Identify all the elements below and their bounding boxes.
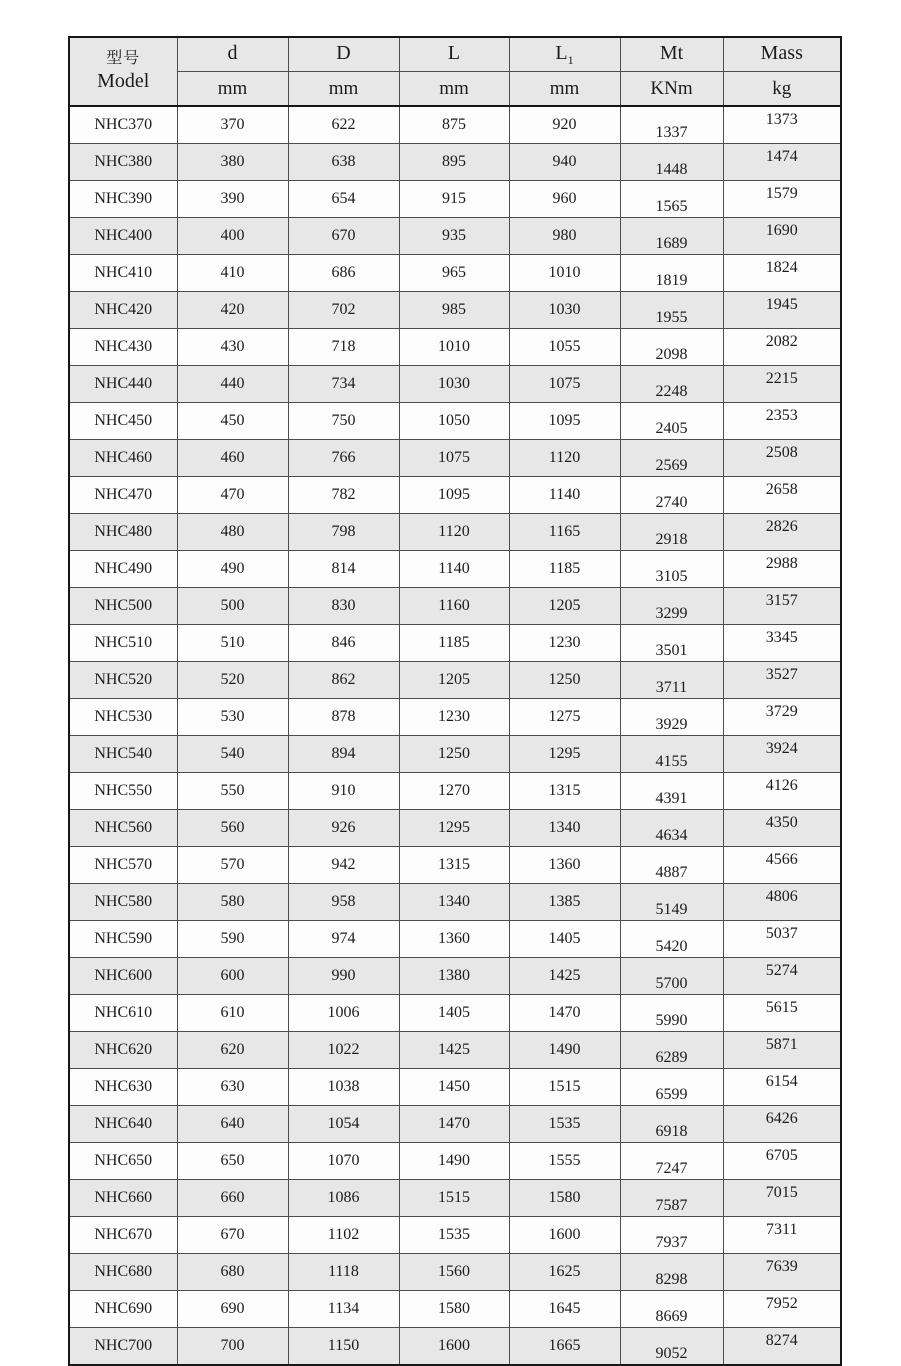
cell-D: 830 (288, 588, 399, 625)
cell-model: NHC440 (69, 366, 177, 403)
cell-model: NHC370 (69, 106, 177, 144)
column-header-model (69, 37, 177, 106)
model-header-chinese: 型号 (106, 50, 141, 67)
cell-L: 915 (399, 181, 509, 218)
cell-Mass: 5615 (723, 995, 841, 1032)
cell-model: NHC530 (69, 699, 177, 736)
cell-d: 590 (177, 921, 288, 958)
cell-D: 958 (288, 884, 399, 921)
cell-d: 450 (177, 403, 288, 440)
cell-L: 1340 (399, 884, 509, 921)
cell-D: 862 (288, 662, 399, 699)
cell-d: 600 (177, 958, 288, 995)
cell-Mt: 3501 (620, 625, 723, 662)
cell-Mass: 1945 (723, 292, 841, 329)
cell-Mt: 4391 (620, 773, 723, 810)
cell-L1: 1140 (509, 477, 620, 514)
cell-d: 410 (177, 255, 288, 292)
cell-Mt: 2918 (620, 514, 723, 551)
cell-model: NHC640 (69, 1106, 177, 1143)
cell-L1: 1625 (509, 1254, 620, 1291)
cell-L1: 1515 (509, 1069, 620, 1106)
cell-model: NHC560 (69, 810, 177, 847)
cell-Mass: 3729 (723, 699, 841, 736)
table-row (69, 1143, 841, 1180)
cell-Mass: 2082 (723, 329, 841, 366)
cell-Mass: 6154 (723, 1069, 841, 1106)
cell-D: 1086 (288, 1180, 399, 1217)
cell-D: 1118 (288, 1254, 399, 1291)
cell-model: NHC430 (69, 329, 177, 366)
cell-model: NHC420 (69, 292, 177, 329)
cell-Mt: 9052 (620, 1328, 723, 1366)
cell-L1: 1490 (509, 1032, 620, 1069)
cell-Mt: 4887 (620, 847, 723, 884)
cell-model: NHC550 (69, 773, 177, 810)
cell-L: 1515 (399, 1180, 509, 1217)
cell-Mass: 7639 (723, 1254, 841, 1291)
cell-Mt: 7587 (620, 1180, 723, 1217)
table-row (69, 551, 841, 588)
cell-D: 990 (288, 958, 399, 995)
cell-D: 910 (288, 773, 399, 810)
cell-Mt: 1689 (620, 218, 723, 255)
cell-d: 630 (177, 1069, 288, 1106)
cell-Mass: 5037 (723, 921, 841, 958)
cell-L1: 1095 (509, 403, 620, 440)
cell-Mt: 8298 (620, 1254, 723, 1291)
cell-L: 1560 (399, 1254, 509, 1291)
cell-model: NHC460 (69, 440, 177, 477)
column-header-Mass: Mass (723, 37, 841, 72)
cell-L: 1270 (399, 773, 509, 810)
cell-Mass: 4350 (723, 810, 841, 847)
cell-d: 690 (177, 1291, 288, 1328)
cell-d: 400 (177, 218, 288, 255)
cell-L: 1425 (399, 1032, 509, 1069)
cell-L: 875 (399, 106, 509, 144)
cell-d: 680 (177, 1254, 288, 1291)
cell-L: 1230 (399, 699, 509, 736)
cell-L1: 1185 (509, 551, 620, 588)
cell-Mass: 2353 (723, 403, 841, 440)
cell-Mass: 7311 (723, 1217, 841, 1254)
cell-d: 370 (177, 106, 288, 144)
table-row (69, 1032, 841, 1069)
cell-D: 926 (288, 810, 399, 847)
cell-D: 1070 (288, 1143, 399, 1180)
cell-D: 974 (288, 921, 399, 958)
table-row (69, 699, 841, 736)
table-row (69, 958, 841, 995)
cell-L1: 1165 (509, 514, 620, 551)
cell-model: NHC620 (69, 1032, 177, 1069)
cell-Mass: 8274 (723, 1328, 841, 1366)
cell-d: 670 (177, 1217, 288, 1254)
table-row (69, 1069, 841, 1106)
cell-Mt: 2248 (620, 366, 723, 403)
cell-D: 686 (288, 255, 399, 292)
cell-D: 878 (288, 699, 399, 736)
cell-d: 620 (177, 1032, 288, 1069)
cell-L1: 1010 (509, 255, 620, 292)
cell-Mt: 8669 (620, 1291, 723, 1328)
cell-L1: 920 (509, 106, 620, 144)
cell-L1: 1360 (509, 847, 620, 884)
table-row (69, 292, 841, 329)
cell-D: 1054 (288, 1106, 399, 1143)
cell-Mass: 4566 (723, 847, 841, 884)
cell-D: 1006 (288, 995, 399, 1032)
cell-L: 1160 (399, 588, 509, 625)
cell-D: 1150 (288, 1328, 399, 1366)
cell-Mt: 2569 (620, 440, 723, 477)
cell-L1: 1120 (509, 440, 620, 477)
cell-d: 530 (177, 699, 288, 736)
cell-Mass: 6705 (723, 1143, 841, 1180)
cell-Mt: 5700 (620, 958, 723, 995)
cell-model: NHC410 (69, 255, 177, 292)
cell-L1: 960 (509, 181, 620, 218)
cell-model: NHC690 (69, 1291, 177, 1328)
cell-L: 1140 (399, 551, 509, 588)
cell-model: NHC540 (69, 736, 177, 773)
cell-Mass: 2826 (723, 514, 841, 551)
table-row (69, 366, 841, 403)
cell-Mass: 2508 (723, 440, 841, 477)
cell-L: 1030 (399, 366, 509, 403)
cell-L1: 1315 (509, 773, 620, 810)
cell-Mass: 1474 (723, 144, 841, 181)
cell-Mass: 4806 (723, 884, 841, 921)
cell-d: 470 (177, 477, 288, 514)
cell-Mt: 6289 (620, 1032, 723, 1069)
cell-model: NHC680 (69, 1254, 177, 1291)
cell-Mt: 2098 (620, 329, 723, 366)
cell-d: 520 (177, 662, 288, 699)
cell-Mt: 1819 (620, 255, 723, 292)
cell-model: NHC390 (69, 181, 177, 218)
cell-D: 622 (288, 106, 399, 144)
cell-L: 1470 (399, 1106, 509, 1143)
cell-L: 1580 (399, 1291, 509, 1328)
cell-Mt: 7247 (620, 1143, 723, 1180)
cell-Mt: 3929 (620, 699, 723, 736)
unit-header-d: mm (177, 72, 288, 107)
cell-D: 798 (288, 514, 399, 551)
cell-L: 1295 (399, 810, 509, 847)
cell-L1: 1230 (509, 625, 620, 662)
cell-d: 700 (177, 1328, 288, 1366)
cell-L1: 1580 (509, 1180, 620, 1217)
cell-L: 1050 (399, 403, 509, 440)
cell-D: 1022 (288, 1032, 399, 1069)
cell-L1: 940 (509, 144, 620, 181)
cell-L: 1010 (399, 329, 509, 366)
unit-header-Mass: kg (723, 72, 841, 107)
cell-L1: 1250 (509, 662, 620, 699)
cell-model: NHC700 (69, 1328, 177, 1366)
cell-L1: 1340 (509, 810, 620, 847)
table-row (69, 403, 841, 440)
cell-L: 1380 (399, 958, 509, 995)
cell-L1: 1535 (509, 1106, 620, 1143)
cell-L: 1095 (399, 477, 509, 514)
cell-model: NHC660 (69, 1180, 177, 1217)
table-row (69, 773, 841, 810)
cell-D: 638 (288, 144, 399, 181)
table-row (69, 440, 841, 477)
table-row (69, 810, 841, 847)
cell-model: NHC450 (69, 403, 177, 440)
cell-d: 650 (177, 1143, 288, 1180)
cell-Mass: 1579 (723, 181, 841, 218)
cell-d: 660 (177, 1180, 288, 1217)
cell-D: 670 (288, 218, 399, 255)
cell-Mass: 2658 (723, 477, 841, 514)
cell-Mt: 3299 (620, 588, 723, 625)
table-header (69, 37, 841, 106)
cell-model: NHC580 (69, 884, 177, 921)
table-row (69, 1106, 841, 1143)
cell-D: 1102 (288, 1217, 399, 1254)
cell-model: NHC590 (69, 921, 177, 958)
cell-L: 1205 (399, 662, 509, 699)
table-body (69, 106, 841, 1365)
table-row (69, 218, 841, 255)
table-row (69, 477, 841, 514)
header-row-units (69, 72, 841, 107)
cell-L: 1315 (399, 847, 509, 884)
cell-D: 734 (288, 366, 399, 403)
cell-L1: 1665 (509, 1328, 620, 1366)
cell-L: 1405 (399, 995, 509, 1032)
spec-table (68, 36, 842, 1366)
column-header-L: L (399, 37, 509, 72)
cell-Mass: 2988 (723, 551, 841, 588)
cell-D: 750 (288, 403, 399, 440)
cell-L1: 1425 (509, 958, 620, 995)
cell-model: NHC480 (69, 514, 177, 551)
cell-Mt: 5990 (620, 995, 723, 1032)
table-row (69, 662, 841, 699)
cell-model: NHC600 (69, 958, 177, 995)
cell-L1: 980 (509, 218, 620, 255)
cell-Mt: 6918 (620, 1106, 723, 1143)
cell-model: NHC630 (69, 1069, 177, 1106)
cell-model: NHC500 (69, 588, 177, 625)
cell-model: NHC610 (69, 995, 177, 1032)
cell-d: 380 (177, 144, 288, 181)
cell-Mass: 3157 (723, 588, 841, 625)
cell-L1: 1555 (509, 1143, 620, 1180)
cell-d: 560 (177, 810, 288, 847)
table-row (69, 921, 841, 958)
cell-Mass: 3924 (723, 736, 841, 773)
cell-Mt: 4634 (620, 810, 723, 847)
column-header-Mt: Mt (620, 37, 723, 72)
table-row (69, 847, 841, 884)
cell-L: 935 (399, 218, 509, 255)
cell-Mass: 1373 (723, 106, 841, 144)
cell-model: NHC570 (69, 847, 177, 884)
cell-model: NHC520 (69, 662, 177, 699)
cell-D: 814 (288, 551, 399, 588)
cell-L: 895 (399, 144, 509, 181)
cell-L1: 1075 (509, 366, 620, 403)
cell-L1: 1205 (509, 588, 620, 625)
cell-d: 460 (177, 440, 288, 477)
cell-Mass: 3527 (723, 662, 841, 699)
cell-L1: 1055 (509, 329, 620, 366)
column-header-d: d (177, 37, 288, 72)
cell-Mt: 7937 (620, 1217, 723, 1254)
cell-D: 766 (288, 440, 399, 477)
cell-model: NHC470 (69, 477, 177, 514)
cell-Mt: 5149 (620, 884, 723, 921)
cell-Mt: 3105 (620, 551, 723, 588)
cell-d: 500 (177, 588, 288, 625)
cell-L: 965 (399, 255, 509, 292)
cell-model: NHC670 (69, 1217, 177, 1254)
cell-L: 1600 (399, 1328, 509, 1366)
cell-Mass: 5274 (723, 958, 841, 995)
table-row (69, 1328, 841, 1366)
cell-model: NHC510 (69, 625, 177, 662)
header-row-labels (69, 37, 841, 72)
cell-L1: 1385 (509, 884, 620, 921)
cell-D: 942 (288, 847, 399, 884)
cell-Mt: 4155 (620, 736, 723, 773)
cell-model: NHC400 (69, 218, 177, 255)
cell-L1: 1405 (509, 921, 620, 958)
cell-Mass: 1824 (723, 255, 841, 292)
cell-d: 580 (177, 884, 288, 921)
unit-header-L1: mm (509, 72, 620, 107)
cell-L: 1535 (399, 1217, 509, 1254)
table-row (69, 1180, 841, 1217)
cell-Mt: 2740 (620, 477, 723, 514)
cell-Mass: 5871 (723, 1032, 841, 1069)
cell-L: 1075 (399, 440, 509, 477)
cell-D: 702 (288, 292, 399, 329)
table-row (69, 329, 841, 366)
cell-d: 480 (177, 514, 288, 551)
cell-L: 985 (399, 292, 509, 329)
cell-d: 570 (177, 847, 288, 884)
cell-Mt: 5420 (620, 921, 723, 958)
cell-D: 1134 (288, 1291, 399, 1328)
cell-d: 440 (177, 366, 288, 403)
table-row (69, 255, 841, 292)
cell-L: 1490 (399, 1143, 509, 1180)
cell-d: 490 (177, 551, 288, 588)
cell-Mt: 1565 (620, 181, 723, 218)
model-header-english: Model (97, 70, 150, 92)
cell-d: 610 (177, 995, 288, 1032)
table-row (69, 736, 841, 773)
cell-D: 782 (288, 477, 399, 514)
cell-L: 1250 (399, 736, 509, 773)
table-row (69, 588, 841, 625)
cell-Mt: 1955 (620, 292, 723, 329)
table-row (69, 1291, 841, 1328)
cell-Mass: 4126 (723, 773, 841, 810)
column-header-D: D (288, 37, 399, 72)
cell-L1: 1295 (509, 736, 620, 773)
cell-L: 1360 (399, 921, 509, 958)
cell-L1: 1600 (509, 1217, 620, 1254)
cell-Mass: 7952 (723, 1291, 841, 1328)
cell-L1: 1275 (509, 699, 620, 736)
cell-Mt: 6599 (620, 1069, 723, 1106)
table-row (69, 1254, 841, 1291)
table-row (69, 995, 841, 1032)
cell-Mt: 1448 (620, 144, 723, 181)
table-row (69, 514, 841, 551)
table-row (69, 181, 841, 218)
cell-Mass: 3345 (723, 625, 841, 662)
cell-model: NHC650 (69, 1143, 177, 1180)
cell-D: 846 (288, 625, 399, 662)
cell-model: NHC490 (69, 551, 177, 588)
cell-d: 510 (177, 625, 288, 662)
cell-Mass: 6426 (723, 1106, 841, 1143)
cell-L: 1185 (399, 625, 509, 662)
table-row (69, 625, 841, 662)
cell-model: NHC380 (69, 144, 177, 181)
table-row (69, 144, 841, 181)
cell-d: 420 (177, 292, 288, 329)
cell-L1: 1470 (509, 995, 620, 1032)
table-row (69, 106, 841, 144)
cell-Mt: 1337 (620, 106, 723, 144)
table-row (69, 1217, 841, 1254)
unit-header-D: mm (288, 72, 399, 107)
cell-Mass: 7015 (723, 1180, 841, 1217)
cell-d: 540 (177, 736, 288, 773)
table-row (69, 884, 841, 921)
cell-d: 640 (177, 1106, 288, 1143)
cell-d: 550 (177, 773, 288, 810)
cell-Mass: 1690 (723, 218, 841, 255)
cell-L: 1450 (399, 1069, 509, 1106)
unit-header-L: mm (399, 72, 509, 107)
cell-D: 718 (288, 329, 399, 366)
unit-header-Mt: KNm (620, 72, 723, 107)
cell-L1: 1645 (509, 1291, 620, 1328)
column-header-L1: $L_1$ (509, 37, 620, 72)
cell-D: 894 (288, 736, 399, 773)
cell-L1: 1030 (509, 292, 620, 329)
cell-d: 430 (177, 329, 288, 366)
cell-Mt: 3711 (620, 662, 723, 699)
cell-Mass: 2215 (723, 366, 841, 403)
cell-d: 390 (177, 181, 288, 218)
cell-D: 1038 (288, 1069, 399, 1106)
cell-L: 1120 (399, 514, 509, 551)
cell-D: 654 (288, 181, 399, 218)
cell-Mt: 2405 (620, 403, 723, 440)
